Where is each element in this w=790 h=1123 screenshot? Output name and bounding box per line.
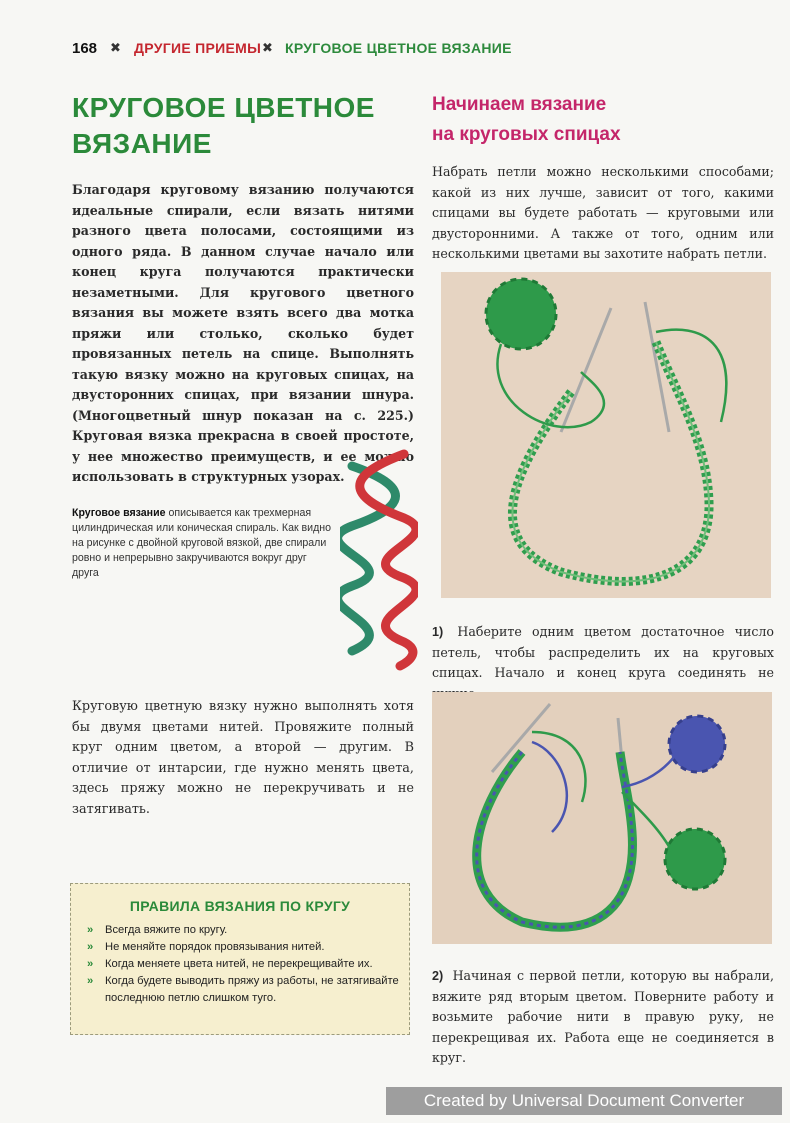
- header-separator-icon: ✖: [110, 40, 121, 55]
- color-knitting-paragraph: Круговую цветную вязку нужно выполнять хотя бы двумя цветами нитей. Провяжите полный круг одним цветом, а второй — другим. В отличие от интарсии, где нужно менять цвета, здесь пряжу можно не перекручивать и не затягивать.: [72, 699, 414, 817]
- page-title: [72, 90, 392, 162]
- section-intro: Набрать петли можно несколькими способами; какой из них лучше, зависит от того, какими спицами вы будете работать — круговыми или двусторонними. А также от того, одним или несколькими цветами вы захотите набрать петли.: [432, 164, 774, 261]
- header-chapter-title: КРУГОВОЕ ЦВЕТНОЕ ВЯЗАНИЕ: [285, 40, 512, 56]
- rules-item: » Не меняйте порядок провязывания нитей.: [85, 939, 400, 956]
- caption-bold: Круговое вязание: [72, 507, 166, 519]
- step-2-text: Начиная с первой петли, которую вы набрали, вяжите ряд вторым цветом. Поверните работу и возьмите рабочие нити в правую руку, не перекрещивая их. Работа еще не соединяется в круг.: [432, 968, 774, 1065]
- intro-paragraph: Благодаря круговому вязанию получаются идеальные спирали, если вязать нитями разного цвета полосами, состоящими из одного ряда. В данном случае начало или конец круга получаются практически незаметными. Для кругового цветного вязания вы можете взять всего два мотка пряжи или столько, сколько будет провязанных петель на спице. Выполнять такую вязку можно на круговых спицах, на двусторонних спицах, при вязании шнура. (Многоцветный шнур показан на с. 225.) Круговая вязка прекрасна в своей простоте, у нее множество преимуществ, и ее можно использовать в структурных узорах.: [72, 182, 414, 484]
- section-title-line1: Начинаем вязание: [432, 94, 607, 115]
- header-section-title: ДРУГИЕ ПРИЕМЫ: [134, 40, 262, 56]
- section-title: [432, 90, 752, 150]
- rules-list: [85, 922, 400, 1007]
- step-1-number: 1): [432, 625, 444, 639]
- step-1-text: Наберите одним цветом достаточное число петель, чтобы распределить их на круговых спицах. Начало и конец круга соединять не: [432, 624, 774, 680]
- caption-text: описывается как трехмерная цилиндрическая или коническая спираль. Как видно на рисунке с двойной круговой вязкой, две спирали ровно и непрерывно закручиваются вокруг друг друга: [72, 507, 332, 579]
- section-title-line2: на круговых спицах: [432, 124, 621, 145]
- figure-caption: [72, 506, 332, 581]
- page-title-line1: КРУГОВОЕ ЦВЕТНОЕ: [72, 92, 375, 123]
- header-separator-icon: ✖: [262, 40, 273, 55]
- photo-step2-second-color: [432, 692, 772, 944]
- step-2-number: 2): [432, 969, 444, 983]
- rules-item: » Всегда вяжите по кругу.: [85, 922, 400, 939]
- page-number: 168: [72, 40, 98, 57]
- yarn-ball-blue: [669, 716, 725, 772]
- rules-box: [70, 883, 410, 1035]
- page-title-line2: ВЯЗАНИЕ: [72, 128, 212, 159]
- watermark: Created by Universal Document Converter: [386, 1087, 782, 1115]
- double-helix-illustration: [340, 446, 418, 672]
- rules-title: ПРАВИЛА ВЯЗАНИЯ ПО КРУГУ: [129, 898, 351, 914]
- photo-step1-circular-needles: [441, 272, 771, 598]
- rules-item: » Когда меняете цвета нитей, не перекрещивайте их.: [85, 956, 400, 973]
- step-2: [432, 966, 774, 1069]
- rules-item: » Когда будете выводить пряжу из работы, не затягивайте последнюю петлю слишком туго.: [85, 973, 400, 1007]
